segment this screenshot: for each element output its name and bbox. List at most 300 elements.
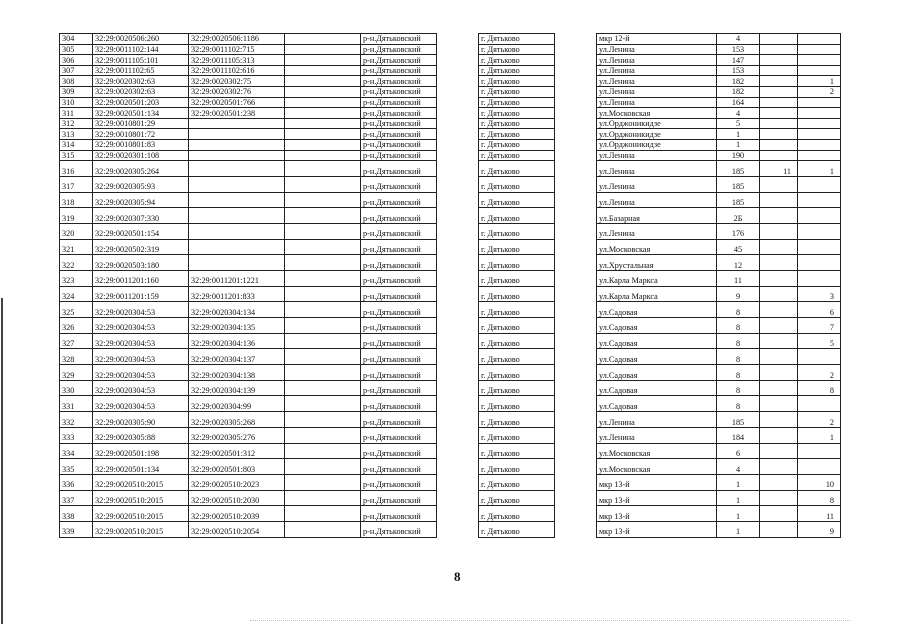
cell-empty [555,223,597,239]
cell-empty [437,34,479,45]
cell-cadastral-number: 32:29:0020304:53 [93,349,189,365]
cell-row-number: 310 [60,97,93,108]
cell-cadastral-number: 32:29:0020307:330 [93,208,189,224]
cell-city: г. Дятьково [479,474,555,490]
cell-row-number: 307 [60,65,93,76]
cell-city: г. Дятьково [479,129,555,140]
table-row [60,129,841,140]
cell-cadastral-number: 32:29:0020510:2015 [93,506,189,522]
cell-street: ул.Ленина [597,65,717,76]
cell-empty [555,474,597,490]
cell-building [760,118,798,129]
cell-house: 45 [717,239,760,255]
cell-object-cadastral-number: 32:29:0020304:139 [189,380,285,396]
cell-empty [555,86,597,97]
cell-house: 4 [717,108,760,119]
cell-street: ул.Ленина [597,176,717,192]
cell-object-cadastral-number: 32:29:0020501:312 [189,443,285,459]
table-row [60,76,841,87]
cell-empty [437,223,479,239]
cell-city: г. Дятьково [479,443,555,459]
cell-apartment [798,55,841,66]
cell-cadastral-number: 32:29:0011201:160 [93,270,189,286]
cell-city: г. Дятьково [479,76,555,87]
table-row [60,286,841,302]
cell-empty [555,161,597,177]
cell-object-cadastral-number: 32:29:0020304:135 [189,318,285,334]
cell-apartment: 2 [798,365,841,381]
cell-city: г. Дятьково [479,44,555,55]
cell-building: 11 [760,161,798,177]
cell-street: мкр 13-й [597,521,717,537]
cell-district: р-н.Дятьковский [361,380,437,396]
cell-empty [555,286,597,302]
cell-empty [437,76,479,87]
cell-apartment: 9 [798,521,841,537]
cell-object-cadastral-number: 32:29:0020305:276 [189,427,285,443]
cell-empty [555,97,597,108]
cell-building [760,412,798,428]
cell-apartment [798,44,841,55]
cell-apartment: 11 [798,506,841,522]
table-row [60,108,841,119]
cell-street: ул.Московская [597,108,717,119]
cell-empty [555,521,597,537]
table-row [60,150,841,161]
cell-street: ул.Ленина [597,412,717,428]
cell-cadastral-number: 32:29:0020304:53 [93,333,189,349]
cell-apartment [798,176,841,192]
cell-row-number: 323 [60,270,93,286]
cell-row-number: 305 [60,44,93,55]
cell-empty [437,349,479,365]
cell-object-cadastral-number: 32:29:0020304:99 [189,396,285,412]
cell-object-cadastral-number: 32:29:0020304:134 [189,302,285,318]
cell-street: ул.Хрустальная [597,255,717,271]
cell-empty [437,65,479,76]
cell-empty [437,129,479,140]
scan-edge-mark [1,298,3,624]
cell-empty [285,365,361,381]
cell-apartment [798,208,841,224]
table-row [60,333,841,349]
cell-row-number: 332 [60,412,93,428]
cell-empty [285,223,361,239]
cell-house: 1 [717,139,760,150]
cell-city: г. Дятьково [479,365,555,381]
table-row [60,223,841,239]
cell-row-number: 336 [60,474,93,490]
cell-building [760,490,798,506]
cell-empty [437,239,479,255]
cell-house: 185 [717,412,760,428]
cell-empty [555,239,597,255]
cell-empty [285,286,361,302]
cell-empty [285,318,361,334]
cell-empty [555,34,597,45]
cell-row-number: 329 [60,365,93,381]
cell-empty [285,192,361,208]
cell-row-number: 314 [60,139,93,150]
cell-object-cadastral-number: 32:29:0020510:2030 [189,490,285,506]
cell-object-cadastral-number: 32:29:0020510:2023 [189,474,285,490]
cell-empty [437,55,479,66]
cell-row-number: 322 [60,255,93,271]
cell-cadastral-number: 32:29:0010801:29 [93,118,189,129]
cell-street: ул.Ленина [597,150,717,161]
cell-row-number: 339 [60,521,93,537]
cell-city: г. Дятьково [479,286,555,302]
cell-house: 1 [717,129,760,140]
cell-house: 185 [717,192,760,208]
cell-district: р-н.Дятьковский [361,349,437,365]
table-row [60,474,841,490]
cell-empty [555,44,597,55]
cell-street: ул.Московская [597,459,717,475]
cell-empty [285,150,361,161]
cell-city: г. Дятьково [479,176,555,192]
cell-street: ул.Московская [597,443,717,459]
cell-object-cadastral-number [189,208,285,224]
cell-street: ул.Садовая [597,365,717,381]
cell-object-cadastral-number: 32:29:0020501:803 [189,459,285,475]
cell-empty [437,318,479,334]
table-row [60,506,841,522]
cell-district: р-н.Дятьковский [361,150,437,161]
cell-cadastral-number: 32:29:0020501:203 [93,97,189,108]
cell-empty [437,302,479,318]
cell-city: г. Дятьково [479,86,555,97]
cell-city: г. Дятьково [479,55,555,66]
cell-object-cadastral-number [189,223,285,239]
cell-district: р-н.Дятьковский [361,396,437,412]
cell-row-number: 326 [60,318,93,334]
cell-house: 4 [717,459,760,475]
cell-city: г. Дятьково [479,139,555,150]
table-row [60,396,841,412]
cell-empty [285,129,361,140]
cell-city: г. Дятьково [479,108,555,119]
table-row [60,365,841,381]
cell-empty [437,270,479,286]
cell-apartment [798,459,841,475]
cell-apartment [798,396,841,412]
cell-empty [437,108,479,119]
cell-city: г. Дятьково [479,239,555,255]
cell-apartment: 1 [798,427,841,443]
cell-street: ул.Базарная [597,208,717,224]
cell-cadastral-number: 32:29:0011201:159 [93,286,189,302]
cell-house: 9 [717,286,760,302]
cell-object-cadastral-number: 32:29:0020302:75 [189,76,285,87]
cell-building [760,521,798,537]
cell-district: р-н.Дятьковский [361,239,437,255]
cell-apartment: 10 [798,474,841,490]
cell-house: 8 [717,318,760,334]
cell-object-cadastral-number: 32:29:0020304:137 [189,349,285,365]
cell-building [760,239,798,255]
cell-city: г. Дятьково [479,490,555,506]
cell-empty [437,490,479,506]
cell-empty [437,44,479,55]
cell-district: р-н.Дятьковский [361,192,437,208]
cell-cadastral-number: 32:29:0020506:260 [93,34,189,45]
cell-apartment [798,118,841,129]
cell-object-cadastral-number: 32:29:0020510:2054 [189,521,285,537]
cell-house: 185 [717,176,760,192]
cell-empty [437,474,479,490]
cell-empty [285,333,361,349]
cell-street: ул.Ленина [597,55,717,66]
cell-street: ул.Ленина [597,223,717,239]
cell-apartment: 6 [798,302,841,318]
cell-empty [437,365,479,381]
cell-object-cadastral-number [189,139,285,150]
cell-empty [555,490,597,506]
cell-empty [555,443,597,459]
cell-empty [285,255,361,271]
cell-empty [555,302,597,318]
cell-row-number: 331 [60,396,93,412]
cell-empty [437,176,479,192]
cell-empty [285,302,361,318]
cell-building [760,255,798,271]
cell-empty [285,139,361,150]
cell-building [760,506,798,522]
cell-apartment: 1 [798,161,841,177]
cell-cadastral-number: 32:29:0020510:2015 [93,474,189,490]
cell-row-number: 327 [60,333,93,349]
cell-building [760,270,798,286]
cell-building [760,286,798,302]
cell-building [760,86,798,97]
cell-district: р-н.Дятьковский [361,333,437,349]
cell-empty [285,118,361,129]
cell-empty [437,286,479,302]
page-number: 8 [454,569,461,584]
cell-building [760,474,798,490]
cell-empty [437,412,479,428]
cell-empty [555,459,597,475]
cell-cadastral-number: 32:29:0020305:264 [93,161,189,177]
cell-street: мкр 13-й [597,490,717,506]
cell-building [760,223,798,239]
cell-house: 182 [717,86,760,97]
cell-empty [285,44,361,55]
cell-building [760,380,798,396]
cell-building [760,44,798,55]
cell-empty [437,396,479,412]
cell-street: ул.Ленина [597,76,717,87]
table-row [60,139,841,150]
cell-object-cadastral-number: 32:29:0011105:313 [189,55,285,66]
cell-empty [555,412,597,428]
cell-street: ул.Карла Маркса [597,286,717,302]
cell-cadastral-number: 32:29:0020501:198 [93,443,189,459]
cell-city: г. Дятьково [479,302,555,318]
cell-empty [285,412,361,428]
cell-empty [555,65,597,76]
cell-district: р-н.Дятьковский [361,443,437,459]
scan-dotted-line [250,620,850,622]
cell-building [760,108,798,119]
cell-cadastral-number: 32:29:0011105:101 [93,55,189,66]
cell-apartment: 3 [798,286,841,302]
cell-district: р-н.Дятьковский [361,412,437,428]
table-row [60,302,841,318]
cell-building [760,459,798,475]
table-row [60,459,841,475]
cell-empty [437,118,479,129]
cell-row-number: 308 [60,76,93,87]
cell-apartment: 8 [798,490,841,506]
cell-house: 8 [717,396,760,412]
table-row [60,270,841,286]
cell-row-number: 338 [60,506,93,522]
cell-row-number: 318 [60,192,93,208]
cell-city: г. Дятьково [479,521,555,537]
cell-row-number: 312 [60,118,93,129]
cell-house: 147 [717,55,760,66]
cell-cadastral-number: 32:29:0020510:2015 [93,490,189,506]
cell-street: ул.Ленина [597,427,717,443]
cell-empty [285,34,361,45]
cell-city: г. Дятьково [479,427,555,443]
cell-cadastral-number: 32:29:0011102:144 [93,44,189,55]
cell-row-number: 337 [60,490,93,506]
cell-district: р-н.Дятьковский [361,65,437,76]
cell-empty [555,318,597,334]
table-row [60,208,841,224]
cell-empty [285,443,361,459]
cell-row-number: 335 [60,459,93,475]
cell-district: р-н.Дятьковский [361,86,437,97]
cell-city: г. Дятьково [479,506,555,522]
table-row [60,349,841,365]
cell-district: р-н.Дятьковский [361,34,437,45]
cell-row-number: 334 [60,443,93,459]
cell-row-number: 309 [60,86,93,97]
cell-empty [555,349,597,365]
table-row [60,380,841,396]
cell-building [760,443,798,459]
cell-empty [437,333,479,349]
cell-cadastral-number: 32:29:0020510:2015 [93,521,189,537]
cell-object-cadastral-number: 32:29:0020501:766 [189,97,285,108]
cell-empty [555,139,597,150]
cell-object-cadastral-number [189,161,285,177]
cell-district: р-н.Дятьковский [361,223,437,239]
cell-street: мкр 13-й [597,474,717,490]
cell-object-cadastral-number: 32:29:0020302:76 [189,86,285,97]
cell-city: г. Дятьково [479,333,555,349]
cell-empty [285,349,361,365]
cell-empty [555,150,597,161]
cell-empty [285,396,361,412]
cell-building [760,129,798,140]
cell-empty [555,380,597,396]
cell-building [760,176,798,192]
cell-apartment: 2 [798,86,841,97]
table-row [60,44,841,55]
cell-house: 5 [717,118,760,129]
cell-street: ул.Орджоникидзе [597,118,717,129]
cell-building [760,139,798,150]
table-row [60,427,841,443]
cell-apartment [798,239,841,255]
cell-empty [285,239,361,255]
cell-empty [285,55,361,66]
cell-district: р-н.Дятьковский [361,208,437,224]
cell-apartment [798,139,841,150]
cell-apartment [798,223,841,239]
cell-cadastral-number: 32:29:0020305:93 [93,176,189,192]
cell-building [760,302,798,318]
cell-object-cadastral-number: 32:29:0020501:238 [189,108,285,119]
cell-building [760,192,798,208]
table-row [60,443,841,459]
cell-city: г. Дятьково [479,318,555,334]
cell-house: 1 [717,521,760,537]
cell-street: мкр 13-й [597,506,717,522]
cell-empty [555,333,597,349]
cell-house: 8 [717,380,760,396]
table-row [60,161,841,177]
cell-empty [555,108,597,119]
cell-row-number: 306 [60,55,93,66]
cell-street: ул.Ленина [597,97,717,108]
cell-row-number: 320 [60,223,93,239]
cell-building [760,349,798,365]
cell-city: г. Дятьково [479,150,555,161]
cell-building [760,150,798,161]
cell-apartment: 1 [798,76,841,87]
cell-district: р-н.Дятьковский [361,97,437,108]
cell-object-cadastral-number [189,255,285,271]
cell-object-cadastral-number: 32:29:0011201:833 [189,286,285,302]
cell-empty [285,459,361,475]
cell-district: р-н.Дятьковский [361,490,437,506]
cell-object-cadastral-number [189,239,285,255]
cell-house: 2Б [717,208,760,224]
cell-district: р-н.Дятьковский [361,427,437,443]
cell-empty [285,76,361,87]
table-row [60,65,841,76]
cell-apartment [798,192,841,208]
cell-empty [437,161,479,177]
cell-apartment: 8 [798,380,841,396]
cell-street: ул.Ленина [597,44,717,55]
cell-street: мкр 12-й [597,34,717,45]
cell-empty [285,521,361,537]
cell-empty [437,139,479,150]
table-row [60,118,841,129]
cell-house: 176 [717,223,760,239]
cell-cadastral-number: 32:29:0020501:134 [93,108,189,119]
cell-empty [437,380,479,396]
cell-empty [437,506,479,522]
cell-city: г. Дятьково [479,396,555,412]
cell-cadastral-number: 32:29:0020304:53 [93,380,189,396]
cell-city: г. Дятьково [479,118,555,129]
cell-empty [555,192,597,208]
table-row [60,34,841,45]
table-row [60,55,841,66]
cell-empty [285,380,361,396]
cell-empty [285,506,361,522]
cell-cadastral-number: 32:29:0010801:83 [93,139,189,150]
cell-district: р-н.Дятьковский [361,506,437,522]
